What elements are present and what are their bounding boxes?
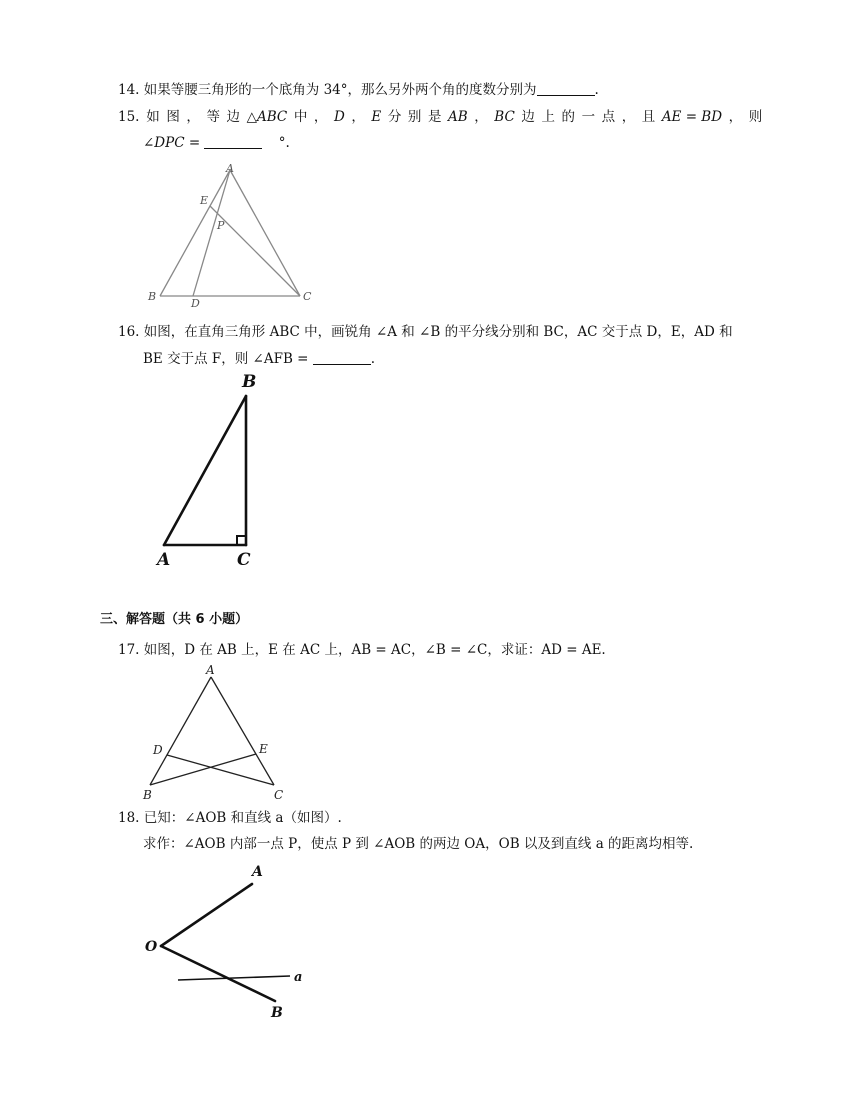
segment-eb: [150, 754, 256, 785]
question-18: [118, 808, 342, 828]
side-ac: [230, 170, 300, 296]
segment-dc: [167, 755, 274, 785]
question-text-fragment: 则: [748, 109, 763, 125]
question-text-fragment: ，: [474, 109, 488, 125]
question-text: BE 交于点 F，则 ∠AFB =: [143, 351, 309, 367]
question-text-fragment: 分: [387, 109, 402, 125]
label-a: A: [226, 162, 234, 175]
question-text-fragment: D: [333, 109, 345, 125]
question-text-fragment: 上: [541, 109, 555, 125]
section-title: 三、解答题（共 6 小题）: [100, 612, 249, 627]
question-text-fragment: 且: [641, 109, 656, 125]
question-number: 14.: [118, 82, 140, 98]
question-text: 已知：∠AOB 和直线 a（如图）.: [143, 810, 342, 826]
question-text: 求作：∠AOB 内部一点 P，使点 P 到 ∠AOB 的两边 OA，OB 以及到直线 a 的距离均相等.: [143, 836, 694, 852]
question-number: 16.: [118, 324, 140, 340]
side-ab: [164, 396, 246, 545]
question-text-fragment: △ABC: [246, 109, 288, 125]
question-text-fragment: ，: [313, 109, 328, 125]
question-text-fragment: 点: [601, 109, 616, 125]
question-text-fragment: 边: [226, 109, 241, 125]
label-d: D: [191, 297, 200, 308]
label-line-a: a: [294, 970, 303, 985]
punctuation: .: [370, 351, 376, 367]
label-e: E: [200, 194, 209, 207]
question-text-fragment: 别: [407, 109, 422, 125]
ray-oa: [161, 884, 252, 946]
question-number: 18.: [118, 810, 140, 826]
question-text-fragment: ，: [186, 109, 200, 125]
answer-blank[interactable]: [204, 134, 262, 149]
question-15-line2: [143, 133, 290, 153]
line-a: [178, 976, 290, 980]
question-18-line2: [143, 834, 693, 854]
label-p: P: [217, 219, 225, 232]
answer-blank[interactable]: [537, 81, 595, 96]
question-text-fragment: 等: [206, 109, 220, 125]
question-text: 如图，D 在 AB 上，E 在 AC 上，AB = AC，∠B = ∠C，求证：AD = AE.: [143, 642, 606, 658]
label-a: A: [252, 864, 263, 880]
question-text-fragment: ，: [728, 109, 743, 125]
question-text: 如图，在直角三角形 ABC 中，画锐角 ∠A 和 ∠B 的平分线分别和 BC，AC 交于点 D，E，AD 和: [143, 324, 733, 340]
segment-ad: [193, 170, 230, 296]
question-text-fragment: 一: [581, 109, 596, 125]
question-text-fragment: AB: [448, 109, 468, 125]
question-text-fragment: 的: [561, 109, 575, 125]
label-a: A: [157, 550, 171, 570]
side-ac: [211, 677, 274, 785]
label-c: C: [274, 788, 284, 802]
question-text-fragment: 边: [521, 109, 535, 125]
question-text-fragment: 中: [293, 109, 308, 125]
figure-q16-right-triangle: [150, 370, 280, 570]
figure-q18-angle: [140, 858, 320, 1028]
label-d: D: [153, 743, 163, 757]
side-ab: [160, 170, 230, 296]
label-b: B: [242, 372, 257, 392]
side-ab: [150, 677, 211, 785]
label-c: C: [303, 290, 312, 303]
question-text-fragment: ，: [621, 109, 636, 125]
degree-unit: °.: [278, 135, 290, 151]
answer-blank[interactable]: [313, 350, 371, 365]
question-14: [118, 80, 599, 100]
punctuation: .: [594, 82, 599, 98]
label-o: O: [145, 939, 158, 955]
label-a: A: [206, 663, 215, 677]
question-text-fragment: ，: [351, 109, 365, 125]
right-angle-mark: [237, 536, 246, 545]
label-e: E: [259, 742, 268, 756]
question-number: 17.: [118, 642, 140, 658]
question-16-line2: [143, 349, 375, 369]
label-c: C: [237, 550, 251, 570]
question-text-fragment: 图: [166, 109, 180, 125]
figure-q15-triangle: [140, 158, 340, 308]
question-text-fragment: 如: [146, 109, 160, 125]
label-b: B: [148, 290, 157, 303]
angle-expression: ∠DPC =: [143, 135, 201, 151]
question-text-fragment: AE = BD: [661, 109, 723, 125]
question-15: [118, 107, 762, 127]
question-text-fragment: E: [371, 109, 382, 125]
ray-ob: [161, 946, 275, 1001]
question-text-fragment: 是: [427, 109, 442, 125]
label-b: B: [271, 1005, 283, 1021]
question-text: 如果等腰三角形的一个底角为 34°，那么另外两个角的度数分别为: [143, 82, 537, 98]
question-16: [118, 322, 733, 342]
question-number: 15.: [118, 109, 140, 125]
question-text-fragment: BC: [494, 109, 515, 125]
question-text: [146, 107, 762, 127]
question-17: [118, 640, 606, 660]
figure-q17-triangle: [138, 662, 298, 802]
label-b: B: [143, 788, 152, 802]
